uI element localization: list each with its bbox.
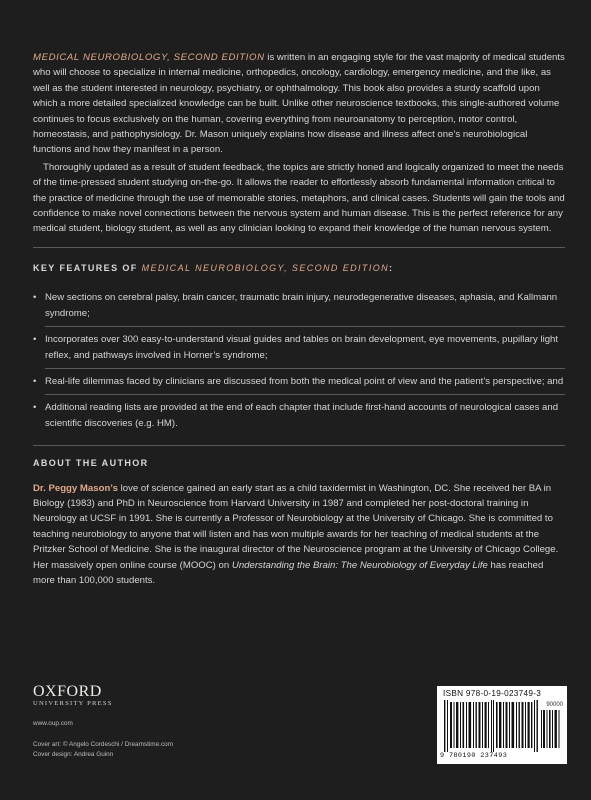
section-divider [33,445,565,446]
publisher-area [33,684,565,784]
bullet-icon: • [33,375,37,387]
oxford-logo: OXFORD [33,683,102,700]
book-title-italic: MEDICAL NEUROBIOLOGY, SECOND EDITION [33,52,265,63]
bullet-icon: • [33,292,37,304]
barcode-bars-icon [440,700,564,752]
price-code: 90000 [546,702,563,708]
features-list [33,286,565,435]
cover-design-credit: Cover design: Andrea Guinn [33,750,114,758]
features-heading-title: MEDICAL NEUROBIOLOGY, SECOND EDITION [141,262,390,273]
description-paragraph-1 [33,50,565,158]
feature-divider [45,368,565,369]
feature-item: • Incorporates over 300 easy-to-understand visual guides and tables on brain development, eye movements, pupillary light reflex, and pathways involved in Horner’s syndrome; [33,334,559,361]
author-bio: Dr. Peggy Mason’s love of science gained an early start as a child taxidermist in Washington, DC. She received her BA in Biology (1983) and PhD in Neuroscience from Harvard University in 1987 and completed her post-doctoral training in Neurology at UCSF in 1991. She is currently a Professor of Neurobiology at the University of Chicago. She is committed to teaching neurobiology to anyone that will listen and has won multiple awards for her teaching of medical students at the Pritzker School of Medicine. She is the inaugural director of the Neuroscience program at the University of Chicago College. Her massively open online course (MOOC) on Understanding the Brain: The Neurobiology of Everyday Life has reached more than 100,000 students. [33,482,559,586]
feature-divider [45,326,565,327]
bullet-icon: • [33,402,37,414]
isbn-barcode [437,686,567,764]
feature-divider [45,394,565,395]
feature-item: • Real-life dilemmas faced by clinicians are discussed from both the medical point of view and the patient’s perspective; and [33,370,565,393]
author-name: Dr. Peggy Mason’s [33,482,118,494]
barcode-digits: 9 780190 237493 [440,752,508,760]
description-paragraph-2: Thoroughly updated as a result of student feedback, the topics are strictly honed and logically organized to meet the needs of the time-pressed student studying on-the-go. It allows the reader to effortlessly absorb fundamental information critical to the practice of medicine through the use of memorable stories, metaphors, and clinical cases. Students will gain the tools and confidence to make novel connections between the nervous system and human disease. This is the perfect reference for any medical student, biology student, as well as any clinician looking to expand their knowledge of the human nervous system. [33,161,565,235]
about-author-heading: ABOUT THE AUTHOR [33,458,149,469]
press-name: UNIVERSITY PRESS [33,700,113,707]
description-paragraph-1-text: is written in an engaging style for the vast majority of medical students who will choose to specialize in internal medicine, orthopedics, oncology, cardiology, emergency medicine, and the like, as well as the student interested in neurology, psychiatry, or ophthalmology. This book also provides a sturdy scaffold upon which a more detailed specialized knowledge can be built. Unlike other neuroscience textbooks, this single-authored volume continues to focus exclusively on the human, covering everything from neuroanatomy to perception, motor control, homeostasis, and pathophysiology. Dr. Mason uniquely explains how disease and illness affect one’s neurobiological functions and how they manifest in a person. [33,52,565,156]
cover-art-credit: Cover art: © Angelo Cordeschi / Dreamstime.com [33,741,174,748]
course-title: Understanding the Brain: The Neurobiology of Everyday Life [231,559,488,571]
feature-item: • Additional reading lists are provided at the end of each chapter that include first-hand accounts of neurological cases and scientific discoveries (e.g. HM). [33,402,559,429]
bullet-icon: • [33,334,37,346]
cover-text [33,50,565,588]
publisher-website: www.oup.com [33,720,73,727]
isbn-text: ISBN 978-0-19-023749-3 [443,689,542,698]
feature-item: • New sections on cerebral palsy, brain cancer, traumatic brain injury, neurodegenerative diseases, aphasia, and Kallmann syndrome; [33,292,558,319]
features-heading: KEY FEATURES OF MEDICAL NEUROBIOLOGY, SECOND EDITION: [33,262,394,273]
section-divider [33,247,565,248]
